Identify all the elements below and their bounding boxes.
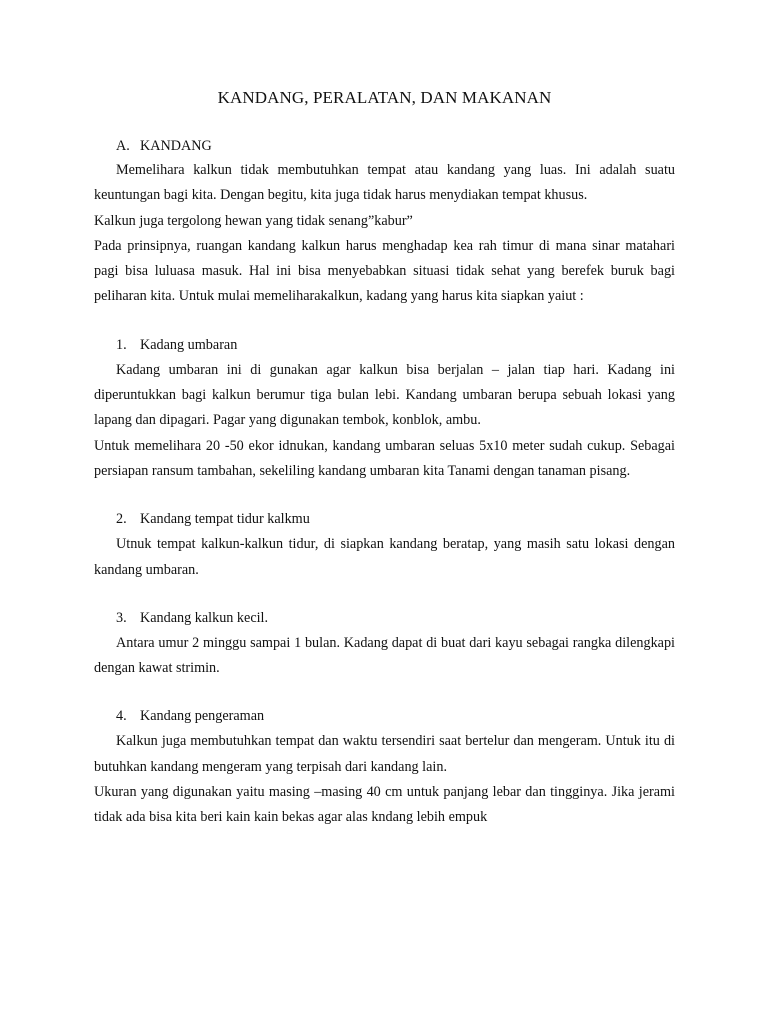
document-title: KANDANG, PERALATAN, DAN MAKANAN — [217, 88, 552, 107]
item-2-paragraph-1: Utnuk tempat kalkun-kalkun tidur, di siapkan kandang beratap, yang masih satu lokasi dengan kandang umbaran. — [94, 536, 675, 578]
item-heading-1 — [116, 333, 675, 358]
item-1-paragraph-2: Untuk memelihara 20 -50 ekor idnukan, kandang umbaran seluas 5x10 meter sudah cukup. Sebagai persiapan ransum tambahan, sekeliling kandang umbaran kita Tanami dengan tanaman pisang. — [94, 437, 675, 479]
item-title: Kandang kalkun kecil. — [140, 609, 269, 626]
section-paragraph-2: Kalkun juga tergolong hewan yang tidak senang”kabur” — [94, 212, 413, 229]
section-paragraph-1: Memelihara kalkun tidak membutuhkan tempat atau kandang yang luas. Ini adalah suatu keuntungan bagi kita. Dengan begitu, kita juga tidak harus menydiakan tempat khusus. — [94, 162, 675, 204]
item-title: Kandang tempat tidur kalkmu — [140, 511, 310, 528]
item-number: 3. — [116, 609, 127, 626]
item-4-paragraph-2: Ukuran yang digunakan yaitu masing –masing 40 cm untuk panjang lebar dan tingginya. Jika jerami tidak ada bisa kita beri kain kain bekas agar alas kndang lebih empuk — [94, 784, 675, 826]
item-number: 1. — [116, 336, 127, 353]
item-heading-4 — [116, 704, 675, 729]
section-title: KANDANG — [140, 138, 212, 154]
item-3-paragraph-1: Antara umur 2 minggu sampai 1 bulan. Kadang dapat di buat dari kayu sebagai rangka dilengkapi dengan kawat strimin. — [94, 634, 675, 677]
item-number: 4. — [116, 708, 127, 725]
section-number: A. — [116, 138, 130, 154]
item-title: Kadang umbaran — [140, 336, 238, 353]
section-heading-kandang — [116, 134, 675, 158]
item-4-paragraph-1: Kalkun juga membutuhkan tempat dan waktu tersendiri saat bertelur dan mengeram. Untuk itu di butuhkan kandang mengeram yang terpisah dari kandang lain. — [94, 733, 675, 775]
item-title: Kandang pengeraman — [140, 708, 265, 725]
item-number: 2. — [116, 511, 127, 528]
section-paragraph-3: Pada prinsipnya, ruangan kandang kalkun harus menghadap kea rah timur di mana sinar matahari pagi bisa luluasa masuk. Hal ini bisa menyebabkan situasi tidak sehat yang berefek buruk bagi peliharan kita. Untuk mulai memeliharakalkun, kadang yang harus kita siapkan yaiut : — [94, 237, 675, 305]
item-heading-2 — [116, 507, 675, 532]
item-1-paragraph-1: Kadang umbaran ini di gunakan agar kalkun bisa berjalan – jalan tiap hari. Kadang ini diperuntukkan bagi kalkun berumur tiga bulan lebi. Kandang umbaran berupa sebuah lokasi yang lapang dan dipagari. Pagar yang digunakan tembok, konblok, ambu. — [94, 361, 675, 429]
item-heading-3 — [116, 606, 675, 631]
